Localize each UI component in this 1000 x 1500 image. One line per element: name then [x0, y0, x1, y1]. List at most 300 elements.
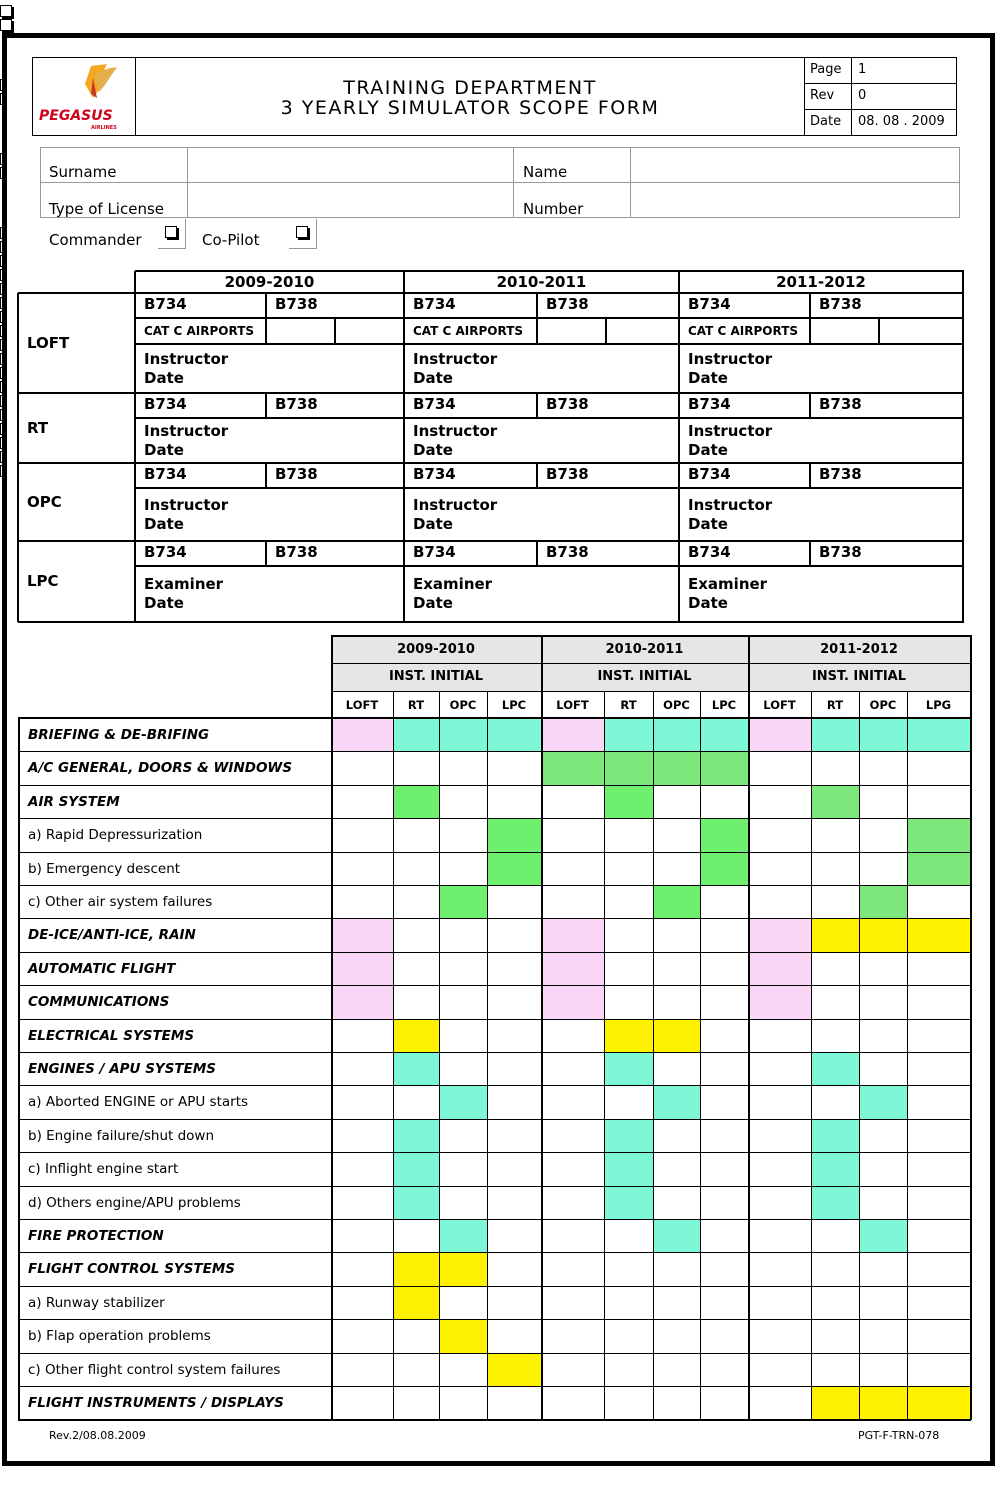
scope-cell[interactable]	[653, 1052, 700, 1085]
scope-cell[interactable]	[393, 1286, 439, 1319]
logo-sub: AIRLINES	[91, 125, 117, 131]
scope-cell[interactable]	[604, 1319, 653, 1352]
scope-cell[interactable]	[811, 1052, 859, 1085]
scope-cell[interactable]	[541, 1052, 604, 1085]
date-label: Date	[688, 514, 728, 533]
scope-cell[interactable]	[811, 1119, 859, 1152]
scope-cell[interactable]	[439, 1085, 487, 1118]
scope-cell[interactable]	[604, 1052, 653, 1085]
scope-cell[interactable]	[859, 1252, 907, 1285]
b734-checkbox[interactable]	[0, 0, 14, 14]
grid-rule	[18, 1286, 971, 1287]
scope-cell[interactable]	[541, 852, 604, 885]
scope-cell[interactable]	[811, 1286, 859, 1319]
scope-cell[interactable]	[811, 1319, 859, 1352]
scope-cell[interactable]	[748, 1353, 811, 1386]
scope-cell[interactable]	[859, 1319, 907, 1352]
inst-initial-header: INST. INITIAL	[597, 669, 692, 684]
scope-cell[interactable]	[811, 751, 859, 784]
scope-cell[interactable]	[907, 785, 970, 818]
scope-cell[interactable]	[907, 1286, 970, 1319]
scope-cell[interactable]	[541, 1119, 604, 1152]
scope-cell[interactable]	[907, 852, 970, 885]
check-type-header: LPC	[711, 698, 737, 712]
b734-label: B734	[144, 295, 187, 313]
scope-cell[interactable]	[487, 1319, 541, 1352]
scope-cell[interactable]	[700, 1186, 748, 1219]
scope-cell[interactable]	[653, 1085, 700, 1118]
scope-cell[interactable]	[859, 1386, 907, 1419]
scope-cell[interactable]	[331, 1085, 393, 1118]
scope-cell[interactable]	[487, 785, 541, 818]
scope-cell[interactable]	[700, 1386, 748, 1419]
scope-cell[interactable]	[653, 1286, 700, 1319]
scope-cell[interactable]	[604, 1386, 653, 1419]
scope-cell[interactable]	[700, 1286, 748, 1319]
scope-cell[interactable]	[487, 818, 541, 851]
scope-cell[interactable]	[653, 918, 700, 951]
scope-cell[interactable]	[811, 785, 859, 818]
scope-cell[interactable]	[653, 751, 700, 784]
scope-cell[interactable]	[604, 818, 653, 851]
scope-cell[interactable]	[604, 1286, 653, 1319]
meta-page	[805, 58, 957, 84]
scope-cell[interactable]	[604, 1353, 653, 1386]
instructor-label: Instructor	[144, 349, 229, 368]
scope-cell[interactable]	[811, 1252, 859, 1285]
scope-cell[interactable]	[439, 1019, 487, 1052]
scope-cell[interactable]	[604, 1119, 653, 1152]
scope-cell[interactable]	[811, 1152, 859, 1185]
scope-cell[interactable]	[653, 785, 700, 818]
check-type-header: RT	[826, 698, 844, 712]
scope-cell[interactable]	[653, 952, 700, 985]
scope-cell[interactable]	[541, 918, 604, 951]
scope-cell[interactable]	[541, 1219, 604, 1252]
name-field[interactable]	[632, 149, 958, 181]
scope-cell[interactable]	[653, 718, 700, 751]
scope-cell[interactable]	[604, 751, 653, 784]
scope-cell[interactable]	[331, 1152, 393, 1185]
scope-cell[interactable]	[859, 952, 907, 985]
scope-cell[interactable]	[393, 785, 439, 818]
scope-cell[interactable]	[604, 1152, 653, 1185]
scope-cell[interactable]	[748, 852, 811, 885]
scope-cell[interactable]	[859, 785, 907, 818]
scope-cell[interactable]	[393, 1186, 439, 1219]
scope-cell[interactable]	[393, 1319, 439, 1352]
scope-cell[interactable]	[700, 1219, 748, 1252]
scope-cell[interactable]	[811, 1219, 859, 1252]
scope-cell[interactable]	[487, 718, 541, 751]
scope-cell[interactable]	[541, 1085, 604, 1118]
scope-cell[interactable]	[487, 885, 541, 918]
scope-cell[interactable]	[439, 818, 487, 851]
scope-cell[interactable]	[541, 885, 604, 918]
scope-cell[interactable]	[439, 985, 487, 1018]
scope-cell[interactable]	[748, 885, 811, 918]
scope-cell[interactable]	[859, 751, 907, 784]
scope-cell[interactable]	[487, 1085, 541, 1118]
scope-cell[interactable]	[859, 1152, 907, 1185]
scope-cell[interactable]	[331, 1319, 393, 1352]
scope-cell[interactable]	[541, 1252, 604, 1285]
scope-cell[interactable]	[859, 818, 907, 851]
scope-cell[interactable]	[393, 1085, 439, 1118]
scope-cell[interactable]	[487, 1119, 541, 1152]
scope-cell[interactable]	[907, 885, 970, 918]
scope-cell[interactable]	[487, 852, 541, 885]
scope-cell[interactable]	[331, 1186, 393, 1219]
scope-cell[interactable]	[331, 885, 393, 918]
scope-cell[interactable]	[331, 1019, 393, 1052]
b738-checkbox[interactable]	[0, 14, 14, 28]
scope-cell[interactable]	[439, 1319, 487, 1352]
scope-cell[interactable]	[393, 918, 439, 951]
scope-cell[interactable]	[541, 1386, 604, 1419]
scope-cell[interactable]	[393, 751, 439, 784]
scope-cell[interactable]	[604, 1219, 653, 1252]
scope-cell[interactable]	[748, 1052, 811, 1085]
scope-cell[interactable]	[331, 1286, 393, 1319]
scope-cell[interactable]	[700, 985, 748, 1018]
scope-cell[interactable]	[487, 1186, 541, 1219]
scope-cell[interactable]	[748, 1286, 811, 1319]
scope-cell[interactable]	[331, 918, 393, 951]
scope-cell[interactable]	[541, 952, 604, 985]
scope-cell[interactable]	[811, 1019, 859, 1052]
scope-cell[interactable]	[748, 1019, 811, 1052]
scope-cell[interactable]	[393, 1119, 439, 1152]
table-rule	[809, 541, 811, 566]
scope-cell[interactable]	[331, 1052, 393, 1085]
scope-cell[interactable]	[331, 1353, 393, 1386]
scope-cell[interactable]	[393, 1052, 439, 1085]
scope-cell[interactable]	[859, 852, 907, 885]
scope-cell[interactable]	[653, 885, 700, 918]
section-row-label: FIRE PROTECTION	[28, 1228, 164, 1244]
scope-cell[interactable]	[541, 1152, 604, 1185]
table-rule	[265, 293, 267, 318]
scope-cell[interactable]	[653, 1252, 700, 1285]
scope-cell[interactable]	[393, 818, 439, 851]
grid-rule	[18, 1386, 971, 1387]
scope-cell[interactable]	[859, 1052, 907, 1085]
scope-cell[interactable]	[439, 918, 487, 951]
scope-cell[interactable]	[604, 852, 653, 885]
scope-cell[interactable]	[700, 918, 748, 951]
scope-cell[interactable]	[487, 985, 541, 1018]
examiner-label: Examiner	[688, 575, 768, 593]
copilot-label: Co-Pilot	[202, 231, 260, 249]
scope-cell[interactable]	[439, 751, 487, 784]
check-type-header: LPC	[501, 698, 527, 712]
scope-cell[interactable]	[653, 985, 700, 1018]
grid-rule	[18, 1186, 971, 1187]
scope-cell[interactable]	[331, 818, 393, 851]
scope-cell[interactable]	[439, 1353, 487, 1386]
commander-checkbox[interactable]	[158, 219, 186, 249]
scope-cell[interactable]	[859, 718, 907, 751]
scope-cell[interactable]	[487, 1353, 541, 1386]
scope-cell[interactable]	[811, 985, 859, 1018]
scope-cell[interactable]	[604, 885, 653, 918]
scope-cell[interactable]	[859, 885, 907, 918]
scope-cell[interactable]	[393, 1252, 439, 1285]
scope-cell[interactable]	[748, 985, 811, 1018]
scope-cell[interactable]	[748, 1152, 811, 1185]
scope-cell[interactable]	[541, 718, 604, 751]
scope-cell[interactable]	[907, 1219, 970, 1252]
scope-cell[interactable]	[859, 985, 907, 1018]
item-row-label: d) Others engine/APU problems	[28, 1194, 241, 1211]
scope-cell[interactable]	[700, 1119, 748, 1152]
scope-cell[interactable]	[541, 1186, 604, 1219]
scope-cell[interactable]	[487, 918, 541, 951]
scope-cell[interactable]	[748, 1085, 811, 1118]
scope-cell[interactable]	[487, 1252, 541, 1285]
scope-cell[interactable]	[748, 1252, 811, 1285]
scope-cell[interactable]	[439, 1152, 487, 1185]
scope-cell[interactable]	[700, 885, 748, 918]
scope-cell[interactable]	[439, 1052, 487, 1085]
scope-cell[interactable]	[541, 818, 604, 851]
scope-cell[interactable]	[604, 918, 653, 951]
scope-cell[interactable]	[811, 885, 859, 918]
table-rule	[605, 318, 607, 344]
scope-cell[interactable]	[653, 1353, 700, 1386]
scope-cell[interactable]	[487, 1386, 541, 1419]
scope-cell[interactable]	[859, 1085, 907, 1118]
scope-cell[interactable]	[907, 1353, 970, 1386]
scope-cell[interactable]	[748, 751, 811, 784]
surname-field[interactable]	[189, 149, 511, 181]
scope-cell[interactable]	[907, 1152, 970, 1185]
scope-cell[interactable]	[907, 818, 970, 851]
scope-cell[interactable]	[700, 1152, 748, 1185]
scope-cell[interactable]	[859, 1019, 907, 1052]
scope-cell[interactable]	[439, 1252, 487, 1285]
scope-cell[interactable]	[748, 818, 811, 851]
scope-cell[interactable]	[907, 751, 970, 784]
scope-cell[interactable]	[907, 1085, 970, 1118]
scope-cell[interactable]	[653, 1219, 700, 1252]
scope-cell[interactable]	[439, 1386, 487, 1419]
scope-cell[interactable]	[907, 1186, 970, 1219]
scope-cell[interactable]	[811, 1386, 859, 1419]
scope-cell[interactable]	[859, 918, 907, 951]
scope-cell[interactable]	[811, 952, 859, 985]
scope-cell[interactable]	[393, 1353, 439, 1386]
scope-cell[interactable]	[439, 1286, 487, 1319]
grid-rule	[18, 1019, 971, 1020]
scope-cell[interactable]	[700, 1085, 748, 1118]
scope-cell[interactable]	[331, 1252, 393, 1285]
name-label: Name	[523, 163, 568, 181]
scope-cell[interactable]	[604, 952, 653, 985]
scope-cell[interactable]	[700, 1353, 748, 1386]
number-field[interactable]	[632, 184, 958, 216]
scope-cell[interactable]	[393, 852, 439, 885]
scope-cell[interactable]	[748, 918, 811, 951]
license-field[interactable]	[189, 184, 511, 216]
scope-cell[interactable]	[811, 718, 859, 751]
b738-label: B738	[546, 465, 589, 483]
item-row-label: a) Aborted ENGINE or APU starts	[28, 1094, 249, 1111]
scope-cell[interactable]	[439, 885, 487, 918]
scope-cell[interactable]	[331, 1119, 393, 1152]
scope-cell[interactable]	[907, 1386, 970, 1419]
scope-cell[interactable]	[907, 952, 970, 985]
scope-cell[interactable]	[653, 818, 700, 851]
scope-cell[interactable]	[700, 852, 748, 885]
scope-cell[interactable]	[487, 1219, 541, 1252]
scope-cell[interactable]	[907, 985, 970, 1018]
scope-cell[interactable]	[811, 918, 859, 951]
item-row-label: c) Other flight control system failures	[28, 1361, 281, 1378]
table-rule	[536, 393, 538, 418]
scope-cell[interactable]	[604, 1186, 653, 1219]
scope-cell[interactable]	[487, 751, 541, 784]
scope-cell[interactable]	[439, 852, 487, 885]
scope-cell[interactable]	[811, 1085, 859, 1118]
scope-cell[interactable]	[487, 1052, 541, 1085]
b738-label: B738	[819, 543, 862, 561]
scope-cell[interactable]	[907, 1119, 970, 1152]
checkbox-icon	[296, 226, 308, 238]
scope-cell[interactable]	[604, 1085, 653, 1118]
date-label: Date	[688, 594, 728, 612]
scope-cell[interactable]	[748, 1386, 811, 1419]
scope-cell[interactable]	[653, 1319, 700, 1352]
scope-cell[interactable]	[907, 1252, 970, 1285]
scope-cell[interactable]	[748, 952, 811, 985]
scope-cell[interactable]	[907, 1019, 970, 1052]
scope-cell[interactable]	[748, 785, 811, 818]
scope-cell[interactable]	[331, 985, 393, 1018]
scope-cell[interactable]	[700, 1052, 748, 1085]
scope-cell[interactable]	[653, 1119, 700, 1152]
scope-cell[interactable]	[331, 852, 393, 885]
scope-cell[interactable]	[859, 1353, 907, 1386]
scope-cell[interactable]	[541, 985, 604, 1018]
scope-cell[interactable]	[393, 1219, 439, 1252]
scope-cell[interactable]	[653, 1019, 700, 1052]
scope-cell[interactable]	[487, 1286, 541, 1319]
table-rule	[536, 541, 538, 566]
scope-cell[interactable]	[439, 785, 487, 818]
scope-cell[interactable]	[439, 718, 487, 751]
scope-cell[interactable]	[487, 1152, 541, 1185]
scope-cell[interactable]	[331, 785, 393, 818]
scope-cell[interactable]	[487, 1019, 541, 1052]
scope-cell[interactable]	[748, 1319, 811, 1352]
scope-cell[interactable]	[331, 952, 393, 985]
scope-cell[interactable]	[653, 1186, 700, 1219]
scope-cell[interactable]	[700, 952, 748, 985]
scope-cell[interactable]	[811, 1353, 859, 1386]
scope-cell[interactable]	[393, 885, 439, 918]
scope-cell[interactable]	[811, 852, 859, 885]
scope-cell[interactable]	[748, 1219, 811, 1252]
scope-cell[interactable]	[393, 718, 439, 751]
scope-cell[interactable]	[331, 751, 393, 784]
scope-cell[interactable]	[393, 952, 439, 985]
scope-cell[interactable]	[653, 1386, 700, 1419]
section-label-opc: OPC	[27, 493, 62, 511]
title-line-2: 3 YEARLY SIMULATOR SCOPE FORM	[280, 97, 660, 119]
scope-cell[interactable]	[331, 1386, 393, 1419]
info-rule	[40, 147, 41, 217]
scope-cell[interactable]	[439, 1219, 487, 1252]
scope-cell[interactable]	[859, 1119, 907, 1152]
scope-cell[interactable]	[604, 1252, 653, 1285]
scope-cell[interactable]	[653, 1152, 700, 1185]
copilot-checkbox[interactable]	[289, 219, 317, 249]
scope-cell[interactable]	[439, 1186, 487, 1219]
grid-rule	[439, 691, 440, 1420]
scope-cell[interactable]	[907, 1319, 970, 1352]
scope-cell[interactable]	[859, 1286, 907, 1319]
scope-cell[interactable]	[487, 952, 541, 985]
scope-cell[interactable]	[859, 1186, 907, 1219]
scope-cell[interactable]	[700, 1319, 748, 1352]
scope-cell[interactable]	[541, 751, 604, 784]
scope-cell[interactable]	[541, 1019, 604, 1052]
scope-cell[interactable]	[604, 785, 653, 818]
scope-cell[interactable]	[541, 1286, 604, 1319]
scope-cell[interactable]	[331, 718, 393, 751]
scope-cell[interactable]	[748, 1186, 811, 1219]
scope-cell[interactable]	[541, 1353, 604, 1386]
scope-cell[interactable]	[541, 1319, 604, 1352]
scope-cell[interactable]	[439, 1119, 487, 1152]
cat-c-airports-label: CAT C AIRPORTS	[688, 324, 799, 338]
scope-cell[interactable]	[393, 1152, 439, 1185]
b734-label: B734	[413, 395, 456, 413]
scope-cell[interactable]	[393, 985, 439, 1018]
grid-rule	[700, 691, 701, 1420]
scope-cell[interactable]	[859, 1219, 907, 1252]
scope-cell[interactable]	[907, 718, 970, 751]
scope-cell[interactable]	[604, 985, 653, 1018]
scope-cell[interactable]	[700, 818, 748, 851]
scope-cell[interactable]	[811, 818, 859, 851]
scope-cell[interactable]	[700, 785, 748, 818]
scope-cell[interactable]	[393, 1019, 439, 1052]
info-rule	[630, 147, 631, 217]
scope-cell[interactable]	[604, 1019, 653, 1052]
scope-cell[interactable]	[604, 718, 653, 751]
scope-cell[interactable]	[811, 1186, 859, 1219]
scope-cell[interactable]	[700, 1019, 748, 1052]
scope-cell[interactable]	[700, 751, 748, 784]
scope-cell[interactable]	[907, 1052, 970, 1085]
grid-rule	[18, 952, 971, 953]
scope-cell[interactable]	[700, 718, 748, 751]
scope-cell[interactable]	[748, 1119, 811, 1152]
instructor-label: Instructor	[144, 422, 229, 440]
scope-cell[interactable]	[653, 852, 700, 885]
scope-cell[interactable]	[748, 718, 811, 751]
instructor-label: Instructor	[413, 422, 498, 440]
scope-cell[interactable]	[541, 785, 604, 818]
scope-cell[interactable]	[331, 1219, 393, 1252]
scope-cell[interactable]	[700, 1252, 748, 1285]
scope-cell[interactable]	[393, 1386, 439, 1419]
scope-cell[interactable]	[439, 952, 487, 985]
scope-cell[interactable]	[907, 918, 970, 951]
